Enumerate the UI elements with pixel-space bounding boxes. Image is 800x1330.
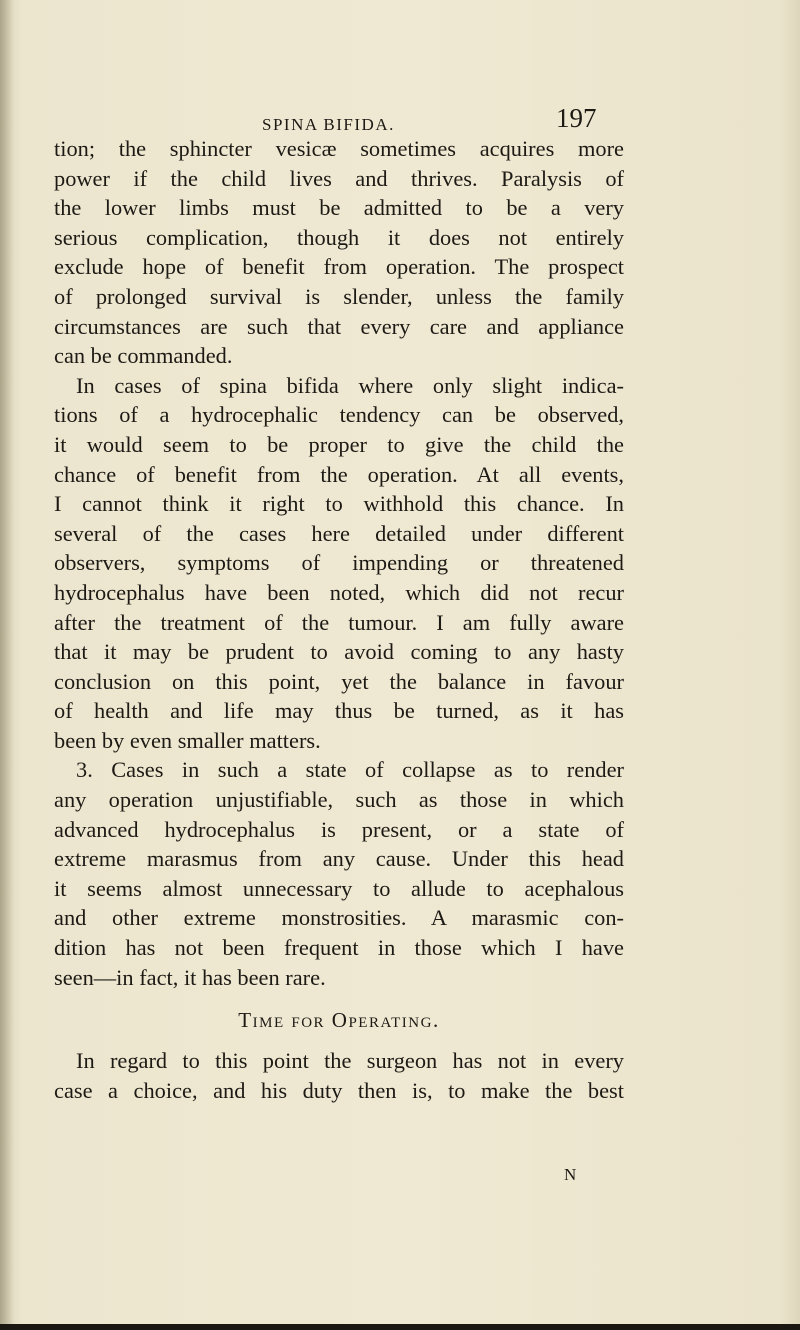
- text-line: chance of benefit from the operation. At all events,: [54, 461, 624, 487]
- text-line: several of the cases here detailed under different: [54, 520, 624, 546]
- running-head: SPINA BIFIDA.: [262, 115, 395, 134]
- text-line: tions of a hydrocephalic tendency can be observed,: [54, 402, 624, 428]
- text-line: extreme marasmus from any cause. Under this head: [54, 846, 624, 872]
- spine-shadow: [0, 0, 14, 1330]
- paragraph-4: [54, 1046, 624, 1105]
- text-line: In regard to this point the surgeon has not in every: [76, 1048, 624, 1074]
- text-line: hydrocephalus have been noted, which did not recur: [54, 579, 624, 605]
- text-line: observers, symptoms of impending or threatened: [54, 550, 624, 576]
- page-bottom-edge: [0, 1324, 800, 1330]
- text-line: been by even smaller matters.: [54, 727, 321, 753]
- page-number: 197: [556, 103, 597, 133]
- text-line: advanced hydrocephalus is present, or a state of: [54, 816, 624, 842]
- text-line: any operation unjustifiable, such as those in which: [54, 787, 624, 813]
- text-line: after the treatment of the tumour. I am fully aware: [54, 609, 624, 635]
- text-line: and other extreme monstrosities. A marasmic con-: [54, 905, 624, 931]
- text-line: it seems almost unnecessary to allude to acephalous: [54, 875, 624, 901]
- section-heading: Time for Operating.: [238, 1008, 440, 1033]
- text-line: power if the child lives and thrives. Paralysis of: [54, 165, 624, 191]
- text-line: In cases of spina bifida where only slight indica-: [76, 372, 624, 398]
- text-line: that it may be prudent to avoid coming to any hasty: [54, 639, 624, 665]
- paragraph-3: [54, 755, 624, 992]
- signature-mark: N: [564, 1165, 577, 1184]
- text-line: serious complication, though it does not entirely: [54, 224, 624, 250]
- text-line: 3. Cases in such a state of collapse as to render: [76, 757, 624, 783]
- text-line: exclude hope of benefit from operation. The prospect: [54, 254, 624, 280]
- text-line: tion; the sphincter vesicæ sometimes acquires more: [54, 136, 624, 161]
- text-line: it would seem to be proper to give the child the: [54, 431, 624, 457]
- body-text: [54, 134, 624, 1105]
- paragraph-2: [54, 371, 624, 756]
- text-line: seen—in fact, it has been rare.: [54, 964, 326, 990]
- text-line: can be commanded.: [54, 343, 233, 369]
- text-line: the lower limbs must be admitted to be a very: [54, 195, 624, 221]
- text-line: dition has not been frequent in those which I have: [54, 935, 624, 961]
- text-line: circumstances are such that every care and appliance: [54, 313, 624, 339]
- text-line: I cannot think it right to withhold this chance. In: [54, 491, 624, 517]
- paragraph-1: [54, 134, 624, 371]
- text-line: case a choice, and his duty then is, to make the best: [54, 1077, 624, 1103]
- text-line: conclusion on this point, yet the balance in favour: [54, 668, 624, 694]
- text-line: of health and life may thus be turned, as it has: [54, 698, 624, 724]
- text-line: of prolonged survival is slender, unless the family: [54, 283, 624, 309]
